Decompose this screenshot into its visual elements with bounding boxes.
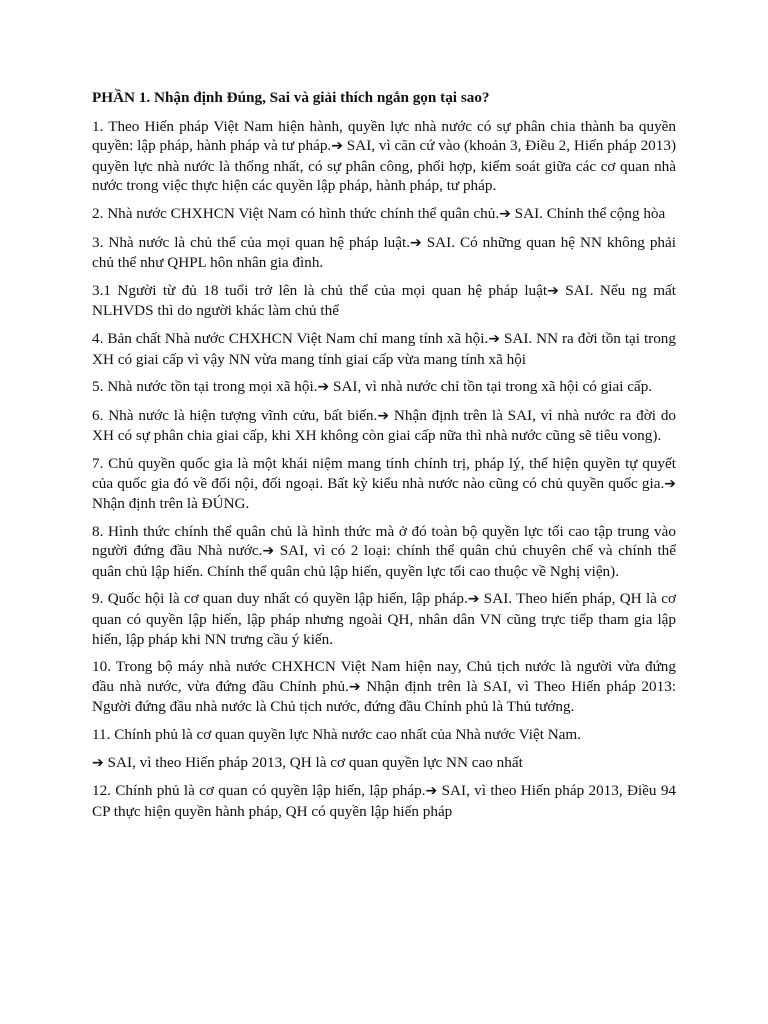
section-heading: PHẦN 1. Nhận định Đúng, Sai và giải thích ngắn gọn tại sao?: [92, 89, 490, 106]
statement-paragraph: [92, 725, 676, 745]
statement-paragraph: [92, 406, 676, 446]
arrow-icon: ➔: [331, 138, 343, 155]
answer-text: Nhận định trên là SAI, vì nhà nước ra đời do XH có sự phân chia giai cấp, khi XH không còn giai cấp nữa thì nhà nước cũng sẽ tiêu vong).: [92, 406, 677, 445]
statement-paragraph: [92, 589, 676, 649]
answer-text: SAI. Theo hiến pháp, QH là cơ quan có quyền lập hiến, lập pháp nhưng ngoài QH, nhân dân VN cũng trực tiếp tham gia lập hiến, lập pháp khi NN trưng cầu ý kiến.: [92, 590, 676, 648]
answer-text: SAI. Có những quan hệ NN không phải chủ thể như QHPL hôn nhân gia đình.: [92, 233, 676, 272]
statement-text: 2. Nhà nước CHXHCN Việt Nam có hình thức chính thể quân chủ.: [92, 204, 500, 222]
statement-text: 10. Trong bộ máy nhà nước CHXHCN Việt Nam hiện nay, Chủ tịch nước là người vừa đứng đầu nhà nước, vừa đứng đầu Chính phủ.: [92, 658, 676, 695]
answer-text: SAI, vì theo Hiến pháp 2013, Điều 94 CP thực hiện quyền hành pháp, QH có quyền lập hiến pháp: [92, 782, 677, 820]
arrow-icon: ➔: [410, 234, 422, 251]
arrow-icon: ➔: [547, 282, 559, 299]
arrow-icon: ➔: [317, 379, 330, 396]
statement-list: [92, 117, 676, 822]
answer-text: SAI, vì theo Hiến pháp 2013, QH là cơ quan quyền lực NN cao nhất: [107, 753, 523, 771]
answer-text: SAI. Nếu ng mất NLHVDS thì do người khác làm chủ thể: [92, 281, 676, 320]
statement-paragraph: [92, 377, 676, 398]
statement-text: 4. Bản chất Nhà nước CHXHCN Việt Nam chỉ mang tính xã hội.: [92, 329, 489, 347]
answer-text: Nhận định trên là ĐÚNG.: [92, 495, 250, 513]
answer-text: SAI, vì căn cứ vào (khoản 3, Điều 2, Hiến pháp 2013) quyền lực nhà nước là thống nhất, có sự phân công, phối hợp, kiểm soát giữa các cơ quan nhà nước trong việc thực hiện các quyền lập pháp, hành pháp, tư pháp.: [92, 137, 677, 195]
arrow-icon: ➔: [499, 205, 511, 222]
statement-paragraph: [92, 454, 676, 514]
arrow-icon: ➔: [488, 330, 500, 347]
statement-paragraph: [92, 281, 676, 321]
answer-text: SAI, vì có 2 loại: chính thể quân chủ chuyên chế và chính thể quân chủ lập hiến. Chính thể quân chủ lập hiến, quyền lực tối cao thuộc về Nghị viện).: [92, 542, 676, 580]
statement-paragraph: [92, 204, 676, 225]
statement-text: 3. Nhà nước là chủ thể của mọi quan hệ pháp luật.: [92, 233, 411, 251]
statement-paragraph: [92, 117, 676, 196]
statement-text: 12. Chính phủ là cơ quan có quyền lập hiến, lập pháp.: [92, 782, 426, 800]
answer-text: SAI. NN ra đời tồn tại trong XH có giai cấp vì vậy NN vừa mang tính giai cấp vừa mang tính xã hội: [92, 329, 676, 368]
statement-text: 5. Nhà nước tồn tại trong mọi xã hội.: [92, 378, 318, 396]
answer-paragraph: [92, 753, 676, 774]
statement-paragraph: [92, 233, 676, 273]
statement-paragraph: [92, 657, 676, 717]
statement-paragraph: [92, 781, 676, 821]
arrow-icon: ➔: [262, 543, 275, 560]
arrow-icon: ➔: [377, 407, 390, 424]
statement-text: 8. Hình thức chính thể quân chủ là hình thức mà ở đó toàn bộ quyền lực tối cao tập trung vào người đứng đầu Nhà nước.: [92, 522, 676, 560]
arrow-icon: ➔: [467, 591, 480, 608]
arrow-icon: ➔: [425, 783, 438, 800]
arrow-icon: ➔: [348, 678, 361, 695]
arrow-icon: ➔: [664, 475, 676, 492]
answer-text: SAI. Chính thể cộng hòa: [514, 204, 666, 222]
statement-paragraph: [92, 329, 676, 369]
statement-paragraph: [92, 522, 676, 582]
statement-text: 9. Quốc hội là cơ quan duy nhất có quyền lập hiến, lập pháp.: [92, 590, 468, 608]
statement-text: 7. Chủ quyền quốc gia là một khái niệm mang tính chính trị, pháp lý, thể hiện quyền tự quyết của quốc gia đó về đối nội, đối ngoại. Bất kỳ kiểu nhà nước nào cũng có chủ quyền quốc gia.: [92, 454, 676, 492]
arrow-icon: ➔: [92, 754, 104, 771]
statement-text: 6. Nhà nước là hiện tượng vĩnh cửu, bất biến.: [92, 406, 378, 424]
answer-text: SAI, vì nhà nước chỉ tồn tại trong xã hội có giai cấp.: [333, 378, 653, 396]
statement-text: 3.1 Người từ đủ 18 tuổi trở lên là chủ thể của mọi quan hệ pháp luật: [92, 281, 548, 299]
answer-text: Nhận định trên là SAI, vì Theo Hiến pháp 2013: Người đứng đầu nhà nước là Chủ tịch nước, đứng đầu Chính phủ là Thủ tướng.: [92, 677, 677, 716]
statement-text: 1. Theo Hiến pháp Việt Nam hiện hành, quyền lực nhà nước có sự phân chia thành ba quyền quyền: lập pháp, hành pháp và tư pháp.: [92, 117, 676, 155]
statement-text: 11. Chính phủ là cơ quan quyền lực Nhà nước cao nhất của Nhà nước Việt Nam.: [92, 726, 582, 744]
